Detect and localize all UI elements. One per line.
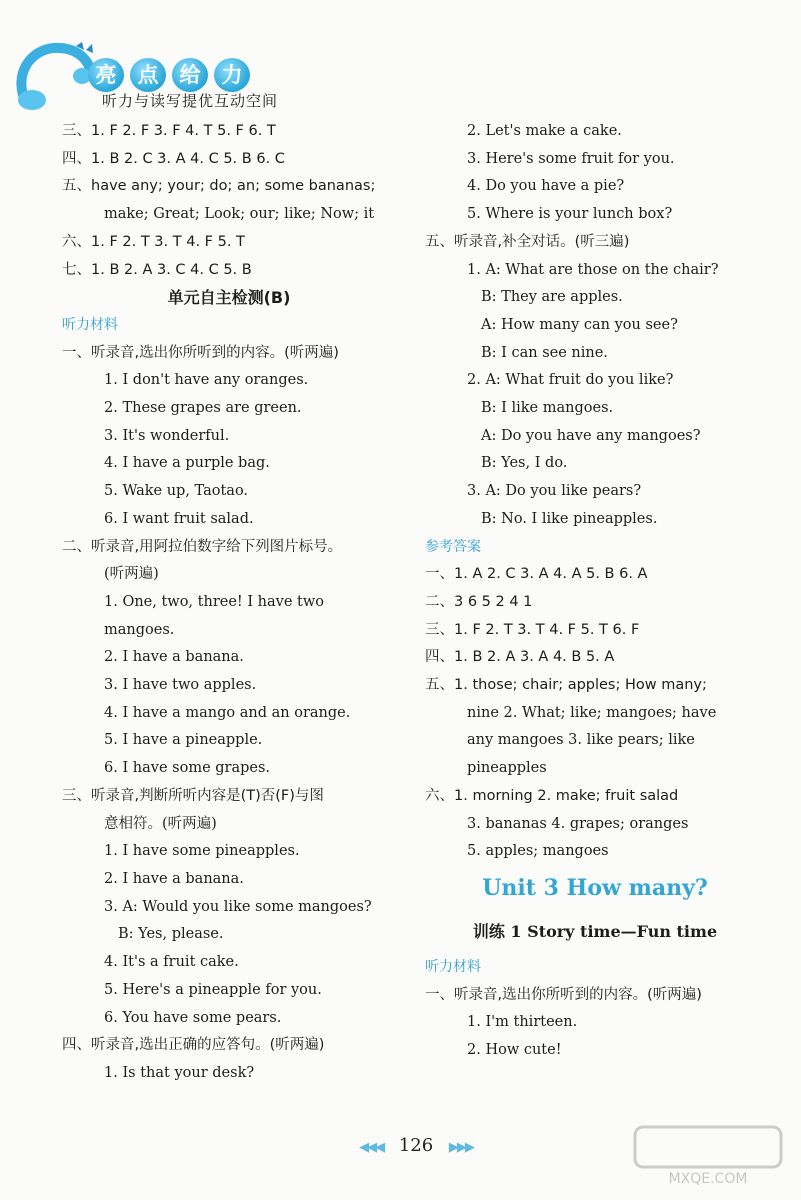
- text-line: 意相符。(听两遍): [104, 815, 217, 832]
- text-line: make; Great; Look; our; like; Now; it: [104, 206, 375, 223]
- text-line: 3. I have two apples.: [104, 677, 257, 694]
- text-line: B: They are apples.: [481, 289, 623, 306]
- text-line: 五、have any; your; do; an; some bananas;: [62, 178, 376, 195]
- text-line: A: Do you have any mangoes?: [481, 427, 701, 444]
- text-line: 一、1. A 2. C 3. A 4. A 5. B 6. A: [425, 566, 648, 583]
- text-line: any mangoes 3. like pears; like: [467, 732, 695, 749]
- text-line: 5. I have a pineapple.: [104, 732, 263, 749]
- text-line: B: Yes, I do.: [481, 455, 568, 472]
- text-line: 4. I have a purple bag.: [104, 455, 270, 472]
- section-heading: Unit 3 How many?: [482, 874, 708, 901]
- left-arrows-icon: ◀◀◀: [359, 1140, 384, 1155]
- text-line: 1. I'm thirteen.: [467, 1014, 578, 1031]
- text-line: 1. I don't have any oranges.: [104, 372, 309, 389]
- header-subtitle: 听力与读写提优互动空间: [102, 92, 279, 110]
- text-line: 4. Do you have a pie?: [467, 178, 625, 195]
- text-line: B: No. I like pineapples.: [481, 510, 658, 527]
- text-line: pineapples: [467, 760, 547, 777]
- text-line: 3. It's wonderful.: [104, 427, 230, 444]
- page-footer: [331, 1135, 501, 1156]
- text-line: 6. I have some grapes.: [104, 760, 271, 777]
- text-line: 2. A: What fruit do you like?: [467, 372, 674, 389]
- text-line: 三、1. F 2. F 3. F 4. T 5. F 6. T: [62, 123, 276, 139]
- text-line: 四、1. B 2. A 3. A 4. B 5. A: [425, 649, 615, 666]
- page-header: [0, 0, 801, 120]
- text-line: 6. You have some pears.: [104, 1009, 282, 1026]
- section-tag: 听力材料: [62, 316, 118, 333]
- section-heading: 单元自主检测(B): [167, 288, 291, 308]
- text-line: 四、1. B 2. C 3. A 4. C 5. B 6. C: [62, 150, 285, 167]
- text-line: 三、1. F 2. T 3. T 4. F 5. T 6. F: [425, 621, 640, 638]
- section-heading: 训练 1 Story time—Fun time: [472, 921, 718, 941]
- text-line: 1. A: What are those on the chair?: [467, 261, 719, 278]
- text-line: 2. I have a banana.: [104, 870, 244, 887]
- text-line: (听两遍): [104, 566, 159, 583]
- text-line: 4. It's a fruit cake.: [104, 954, 239, 971]
- brand-title: [88, 58, 250, 92]
- brand-char: 点: [130, 58, 166, 92]
- text-line: 3. Here's some fruit for you.: [467, 150, 675, 167]
- text-line: 五、1. those; chair; apples; How many;: [425, 677, 707, 694]
- text-line: B: I like mangoes.: [481, 400, 614, 417]
- text-line: 二、3 6 5 2 4 1: [425, 593, 533, 610]
- text-line: 四、听录音,选出正确的应答句。(听两遍): [62, 1037, 325, 1054]
- page-number: 126: [398, 1135, 434, 1156]
- text-line: 一、听录音,选出你所听到的内容。(听两遍): [425, 986, 702, 1003]
- right-arrows-icon: ▶▶▶: [448, 1140, 473, 1155]
- text-line: 二、听录音,用阿拉伯数字给下列图片标号。: [62, 538, 343, 555]
- text-line: A: How many can you see?: [481, 316, 678, 333]
- text-line: 三、听录音,判断所听内容是(T)否(F)与图: [62, 787, 324, 804]
- text-line: 六、1. morning 2. make; fruit salad: [425, 787, 679, 804]
- text-line: 一、听录音,选出你所听到的内容。(听两遍): [62, 344, 339, 361]
- text-line: 六、1. F 2. T 3. T 4. F 5. T: [62, 233, 245, 250]
- text-line: 2. These grapes are green.: [104, 400, 302, 417]
- text-line: mangoes.: [104, 621, 175, 638]
- text-line: 2. How cute!: [467, 1042, 562, 1059]
- brand-char: 给: [172, 58, 208, 92]
- text-line: 1. One, two, three! I have two: [104, 593, 325, 610]
- watermark-logo: [633, 1125, 783, 1190]
- watermark-text: MXQE.COM: [668, 1171, 748, 1187]
- text-line: 2. I have a banana.: [104, 649, 244, 666]
- text-line: 5. Wake up, Taotao.: [104, 483, 249, 500]
- text-line: 5. Here's a pineapple for you.: [104, 981, 322, 998]
- left-column: [62, 118, 396, 1088]
- text-line: 1. I have some pineapples.: [104, 843, 300, 860]
- text-line: 5. Where is your lunch box?: [467, 206, 673, 223]
- text-line: 3. A: Would you like some mangoes?: [104, 898, 372, 915]
- text-line: 1. Is that your desk?: [104, 1064, 255, 1081]
- text-line: 4. I have a mango and an orange.: [104, 704, 351, 721]
- text-line: B: I can see nine.: [481, 344, 608, 361]
- right-column: [425, 118, 765, 1065]
- brand-char: 亮: [88, 58, 124, 92]
- text-line: 五、听录音,补全对话。(听三遍): [425, 233, 630, 250]
- brand-char: 力: [214, 58, 250, 92]
- text-line: 5. apples; mangoes: [467, 843, 609, 860]
- text-line: B: Yes, please.: [118, 926, 224, 943]
- text-line: 3. bananas 4. grapes; oranges: [467, 815, 689, 832]
- text-line: 2. Let's make a cake.: [467, 123, 622, 139]
- text-line: 3. A: Do you like pears?: [467, 483, 642, 500]
- text-line: 七、1. B 2. A 3. C 4. C 5. B: [62, 261, 252, 278]
- section-tag: 听力材料: [425, 958, 481, 975]
- text-line: nine 2. What; like; mangoes; have: [467, 704, 717, 721]
- section-tag: 参考答案: [425, 538, 481, 555]
- text-line: 6. I want fruit salad.: [104, 510, 254, 527]
